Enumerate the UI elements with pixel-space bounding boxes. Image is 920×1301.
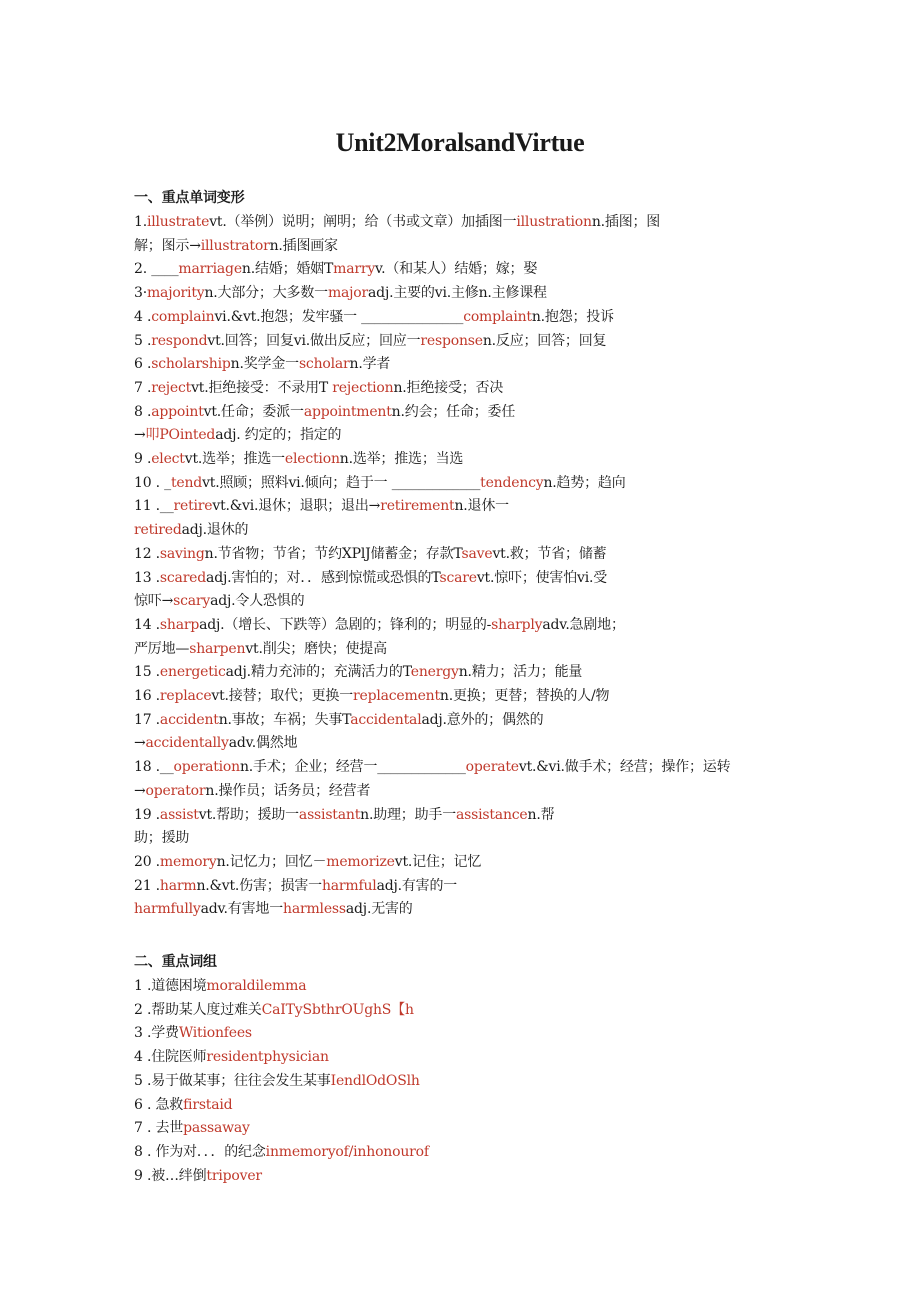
definition-text: →: [134, 782, 146, 799]
section-heading-words: 一、重点单词变形: [134, 190, 245, 206]
vocab-term: harmful: [321, 877, 377, 894]
vocab-term: sharply: [491, 616, 543, 633]
definition-text: 16 .: [134, 688, 160, 704]
vocab-term: memory: [159, 853, 217, 870]
definition-text: n.记忆力；回忆－: [216, 853, 327, 870]
definition-text: n.反应；回答；回复: [482, 332, 607, 349]
vocab-term: assistance: [456, 806, 528, 823]
vocab-term: scared: [159, 569, 207, 586]
phrase-line: [134, 976, 306, 996]
definition-text: 5 .: [134, 332, 152, 349]
vocab-term: operator: [145, 782, 206, 799]
definition-text: 9 .: [134, 451, 152, 467]
word-form-line: [134, 757, 730, 777]
definition-text: n.约会；任命；委任: [391, 403, 516, 420]
word-form-line: [134, 639, 387, 659]
definition-text: adv.偶然地: [228, 735, 298, 752]
word-form-line: [134, 307, 614, 327]
definition-text: 1.: [134, 214, 147, 230]
word-form-line: [134, 781, 370, 801]
word-form-line: [134, 615, 625, 635]
definition-text: n.事故；车祸；失事T: [218, 711, 351, 728]
vocab-term: Witionfees: [178, 1025, 252, 1042]
definition-text: vi.&vt.抱怨；发牢骚一 _______________: [214, 308, 464, 325]
definition-text: 20 .: [134, 853, 160, 870]
vocab-term: marriage: [178, 261, 242, 278]
definition-text: 5 .易于做某事；往往会发生某事: [134, 1072, 331, 1089]
vocab-term: inmemoryof/inhonourof: [265, 1143, 429, 1160]
vocab-term: appointment: [303, 403, 392, 420]
definition-text: vt.帮助；援助一: [198, 806, 299, 823]
definition-text: n.选举；推选；当选: [339, 451, 464, 467]
vocab-term: saving: [159, 545, 205, 562]
vocab-term: IendlOdOSlh: [330, 1072, 420, 1089]
word-form-line: [134, 520, 248, 540]
definition-text: 2 .帮助某人度过难关: [134, 1001, 262, 1018]
word-form-line: [134, 805, 554, 825]
word-form-line: [134, 899, 413, 919]
definition-text: n.精力；活力；能量: [458, 664, 583, 681]
vocab-term: tendency: [480, 474, 544, 491]
word-form-line: [134, 259, 537, 279]
definition-text: 8 . 作为对．．．的纪念: [134, 1143, 266, 1160]
definition-text: n.助理；助手一: [360, 806, 456, 823]
definition-text: adj.（增长、下跌等）急剧的；锋利的；明显的-: [199, 616, 492, 633]
definition-text: n.插图画家: [269, 237, 338, 254]
word-form-line: [134, 331, 606, 351]
definition-text: 19 .: [134, 806, 160, 823]
word-form-line: [134, 828, 189, 848]
word-form-line: [134, 212, 660, 232]
definition-text: adj.害怕的；对．．感到惊慌或恐惧的T: [206, 569, 440, 586]
vocab-term: illustrate: [146, 214, 210, 230]
vocab-term: accident: [159, 711, 219, 728]
phrase-line: [134, 1047, 329, 1067]
vocab-term: replacement: [353, 688, 440, 704]
definition-text: adv.急剧地；: [542, 616, 625, 633]
phrase-line: [134, 1118, 250, 1138]
word-form-line: [134, 236, 338, 256]
phrase-line: [134, 1166, 262, 1186]
definition-text: n.抱怨；投诉: [531, 308, 614, 325]
definition-text: adj. 约定的；指定的: [215, 427, 342, 444]
vocab-term: harmless: [283, 901, 346, 918]
vocab-term: operation: [173, 759, 240, 776]
vocab-term: majority: [146, 285, 205, 302]
definition-text: 3·: [134, 285, 147, 302]
vocab-term: harmfully: [134, 901, 201, 918]
vocab-term: scary: [173, 593, 211, 610]
vocab-term: energy: [410, 664, 459, 681]
vocab-term: rejection: [332, 379, 394, 396]
definition-text: n.操作员；话务员；经营者: [205, 782, 371, 799]
vocab-term: sharpen: [189, 640, 246, 657]
vocab-term: reject: [151, 379, 192, 396]
definition-text: 17 .: [134, 711, 160, 728]
definition-text: adj.意外的；偶然的: [421, 711, 544, 728]
word-form-line: [134, 402, 515, 422]
definition-text: 6 . 急救: [134, 1096, 184, 1113]
word-form-line: [134, 354, 390, 374]
vocab-term: complaint: [463, 308, 532, 325]
word-form-line: [134, 425, 341, 445]
definition-text: 7 .: [134, 379, 152, 396]
section-heading-phrases: 二、重点词组: [134, 954, 217, 970]
phrase-line: [134, 1142, 429, 1162]
phrase-line: [134, 1023, 252, 1043]
definition-text: 11 .__: [134, 498, 174, 515]
vocab-term: moraldilemma: [206, 978, 307, 994]
word-form-line: [134, 733, 297, 753]
definition-text: adv.有害地一: [200, 901, 284, 918]
vocab-term: retire: [173, 498, 213, 515]
vocab-term: firstaid: [183, 1096, 233, 1113]
vocab-term: illustrator: [200, 237, 270, 254]
definition-text: 12 .: [134, 545, 160, 562]
word-form-line: [134, 852, 481, 872]
word-form-line: [134, 876, 457, 896]
word-form-line: [134, 283, 547, 303]
definition-text: 助；援助: [134, 830, 190, 847]
definition-text: vt.惊吓；使害怕vi.受: [476, 569, 608, 586]
definition-text: vt.任命；委派一: [203, 403, 304, 420]
vocab-term: respond: [151, 332, 208, 349]
definition-text: adj.主要的vi.主修n.主修课程: [368, 285, 547, 302]
definition-text: 13 .: [134, 569, 160, 586]
vocab-term: residentphysician: [206, 1049, 329, 1066]
definition-text: 6 .: [134, 356, 152, 373]
definition-text: adj.无害的: [345, 901, 413, 918]
definition-text: vt.回答；回复vi.做出反应；回应一: [207, 332, 421, 349]
vocab-term: 叩POinted: [145, 427, 216, 444]
word-form-line: [134, 449, 463, 469]
vocab-term: tripover: [206, 1167, 262, 1184]
definition-text: n.趋势；趋向: [543, 474, 626, 491]
definition-text: 严厉地—: [134, 640, 190, 657]
word-form-line: [134, 686, 609, 706]
definition-text: 8 .: [134, 403, 152, 420]
vocab-term: assist: [159, 806, 199, 823]
page-title: Unit2MoralsandVirtue: [335, 128, 585, 157]
vocab-term: memorize: [326, 853, 395, 870]
definition-text: n.节省物；节省；节约XPlJ储蓄金；存款T: [204, 545, 462, 562]
vocab-term: energetic: [159, 664, 226, 681]
phrase-line: [134, 1071, 420, 1091]
vocab-term: retirement: [380, 498, 455, 515]
word-form-line: [134, 710, 543, 730]
word-form-line: [134, 662, 582, 682]
definition-text: 15 .: [134, 664, 160, 681]
vocab-term: harm: [159, 877, 197, 894]
definition-text: 7 . 去世: [134, 1120, 184, 1137]
word-form-line: [134, 473, 626, 493]
definition-text: n.学者: [349, 356, 391, 373]
phrase-line: [134, 1095, 232, 1115]
definition-text: adj.有害的一: [376, 877, 458, 894]
vocab-term: accidental: [350, 711, 422, 728]
vocab-term: save: [461, 545, 493, 562]
vocab-term: passaway: [183, 1120, 250, 1137]
definition-text: n.帮: [527, 806, 555, 823]
definition-text: n.退休一: [454, 498, 509, 515]
definition-text: n.插图；图: [591, 214, 661, 230]
vocab-term: appoint: [151, 403, 204, 420]
definition-text: n.大部分；大多数一: [204, 285, 328, 302]
vocab-term: tend: [170, 474, 203, 491]
definition-text: 解；图示→: [134, 237, 201, 254]
vocab-term: scholar: [298, 356, 350, 373]
definition-text: 10 . _: [134, 474, 171, 491]
vocab-term: election: [284, 451, 340, 467]
word-form-line: [134, 496, 509, 516]
definition-text: vt.救；节省；储蓄: [492, 545, 607, 562]
definition-text: vt.&vi.做手术；经营；操作；运转: [518, 759, 731, 776]
vocab-term: scholarship: [151, 356, 231, 373]
definition-text: vt.记住；记忆: [394, 853, 482, 870]
vocab-term: sharp: [159, 616, 200, 633]
vocab-term: assistant: [298, 806, 361, 823]
definition-text: vt.削尖；磨快；使提高: [245, 640, 387, 657]
definition-text: adj.退休的: [181, 522, 249, 539]
definition-text: n.&vt.伤害；损害一: [196, 877, 322, 894]
word-form-line: [134, 378, 503, 398]
definition-text: vt.选举；推选一: [184, 451, 285, 467]
vocab-term: marry: [333, 261, 376, 278]
definition-text: →: [134, 735, 146, 752]
definition-text: 21 .: [134, 877, 160, 894]
vocab-term: response: [420, 332, 483, 349]
phrase-line: [134, 1000, 414, 1020]
word-form-line: [134, 591, 304, 611]
vocab-term: scare: [439, 569, 477, 586]
definition-text: adj.精力充沛的；充满活力的T: [225, 664, 411, 681]
vocab-term: accidentally: [145, 735, 229, 752]
word-form-line: [134, 544, 606, 564]
definition-text: vt.&vi.退休；退职；退出→: [212, 498, 381, 515]
vocab-term: elect: [151, 451, 185, 467]
definition-text: adj.令人恐惧的: [210, 593, 305, 610]
definition-text: vt.（举例）说明；阐明；给（书或文章）加插图一: [209, 214, 517, 230]
vocab-term: retired: [134, 522, 182, 539]
definition-text: 14 .: [134, 616, 160, 633]
definition-text: 2. ____: [134, 261, 179, 278]
definition-text: 1 .道德困境: [134, 978, 207, 994]
definition-text: 3 .学费: [134, 1025, 179, 1042]
definition-text: n.更换；更替；替换的人/物: [439, 688, 610, 704]
definition-text: n.奖学金一: [230, 356, 299, 373]
vocab-term: replace: [159, 688, 212, 704]
definition-text: vt.接替；取代；更换一: [211, 688, 354, 704]
definition-text: n.结婚；婚姻T: [241, 261, 334, 278]
definition-text: vt.拒绝接受：不录用T: [191, 379, 333, 396]
definition-text: n.手术；企业；经营一_____________: [239, 759, 466, 776]
definition-text: 4 .: [134, 308, 152, 325]
definition-text: →: [134, 427, 146, 444]
vocab-term: operate: [465, 759, 519, 776]
definition-text: 18 .__: [134, 759, 174, 776]
definition-text: n.拒绝接受；否决: [393, 379, 504, 396]
definition-text: vt.照顾；照料vi.倾向；趋于一 _____________: [202, 474, 481, 491]
vocab-term: major: [327, 285, 369, 302]
vocab-term: complain: [151, 308, 215, 325]
definition-text: 9 .被…绊倒: [134, 1167, 207, 1184]
definition-text: 惊吓→: [134, 593, 174, 610]
word-form-line: [134, 568, 607, 588]
vocab-term: illustration: [516, 214, 592, 230]
vocab-term: CaITySbthrOUghS【h: [261, 1001, 414, 1018]
definition-text: 4 .住院医师: [134, 1049, 207, 1066]
definition-text: v.（和某人）结婚；嫁；娶: [375, 261, 538, 278]
